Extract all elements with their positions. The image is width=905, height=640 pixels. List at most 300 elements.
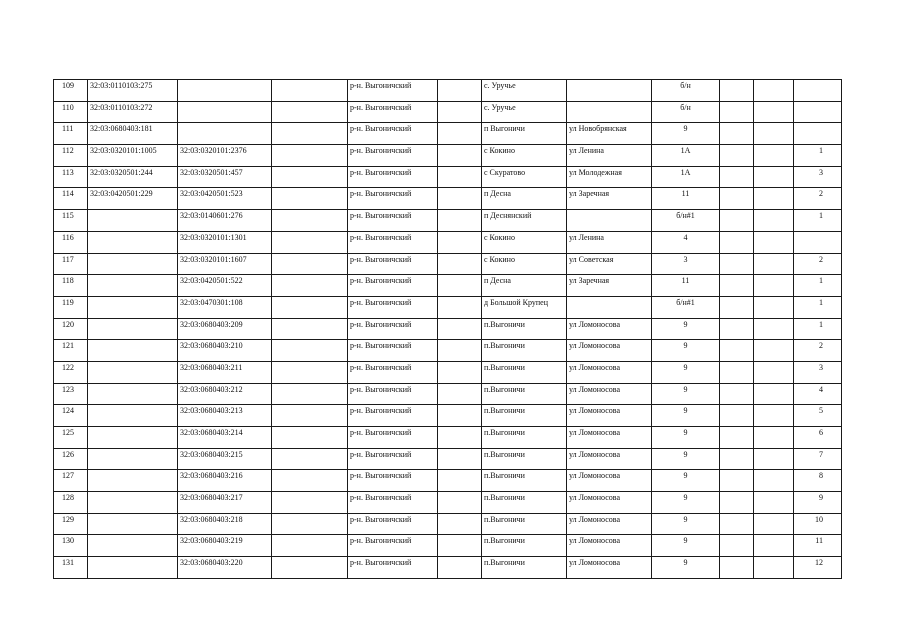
row-number-cell	[54, 318, 88, 340]
street-text: ул Советская	[569, 254, 614, 264]
empty-text	[722, 167, 753, 169]
house-number-cell	[652, 405, 720, 427]
unit-number-cell	[794, 231, 842, 253]
cadastral-number-2-text: 32:03:0470301:108	[180, 297, 243, 307]
locality-text: п Деснянский	[484, 211, 532, 221]
table-row	[54, 557, 842, 579]
district-text: р-н. Выгоничский	[350, 81, 412, 90]
cadastral-number-2-cell	[178, 448, 272, 470]
street-text: ул Ленина	[569, 146, 604, 156]
empty-cell	[438, 101, 482, 123]
row-number-text: 117	[62, 254, 74, 264]
house-number-cell	[652, 253, 720, 275]
row-number-text: 113	[62, 167, 74, 177]
locality-text: п.Выгоничи	[484, 428, 525, 437]
house-number-cell	[652, 296, 720, 318]
house-number-cell	[652, 361, 720, 383]
empty-text	[440, 167, 481, 169]
cadastral-number-text	[90, 535, 177, 537]
row-number-cell	[54, 210, 88, 232]
district-text: р-н. Выгоничский	[350, 558, 412, 568]
empty-text	[440, 492, 481, 494]
empty-text	[440, 80, 481, 82]
empty-cell	[754, 123, 794, 145]
cadastral-number-2-cell	[178, 275, 272, 297]
empty-cell	[720, 296, 754, 318]
district-text: р-н. Выгоничский	[350, 536, 412, 546]
empty-text	[274, 557, 347, 559]
cadastral-number-2-text	[180, 80, 271, 82]
district-cell	[348, 383, 438, 405]
locality-text: п.Выгоничи	[484, 362, 525, 372]
cadastral-number-2-cell	[178, 123, 272, 145]
empty-text	[440, 384, 481, 386]
table-row	[54, 296, 842, 318]
street-cell	[567, 340, 652, 362]
property-register-table	[53, 79, 842, 579]
cadastral-number-2-text: 32:03:0680403:210	[180, 341, 243, 351]
house-number-cell	[652, 80, 720, 102]
cadastral-number-2-cell	[178, 470, 272, 492]
empty-cell	[438, 145, 482, 167]
unit-number-text: 9	[819, 493, 823, 503]
unit-number-text: 11	[815, 536, 823, 546]
cadastral-number-text	[90, 405, 177, 407]
locality-cell	[482, 101, 567, 123]
unit-number-cell	[794, 383, 842, 405]
empty-cell	[438, 557, 482, 579]
cadastral-number-2-cell	[178, 145, 272, 167]
empty-text	[440, 210, 481, 212]
empty-cell	[754, 80, 794, 102]
unit-number-cell	[794, 123, 842, 145]
street-text: ул Ломоносова	[569, 406, 621, 416]
table-row	[54, 210, 842, 232]
row-number-text: 110	[62, 102, 74, 112]
empty-cell	[754, 492, 794, 514]
district-cell	[348, 80, 438, 102]
empty-text	[722, 188, 753, 190]
unit-number-cell	[794, 405, 842, 427]
table-row	[54, 340, 842, 362]
empty-text	[274, 145, 347, 147]
house-number-text: 11	[681, 276, 690, 286]
street-text: ул Ломоносова	[569, 319, 621, 329]
locality-text: п Десна	[484, 189, 511, 199]
cadastral-number-cell	[88, 166, 178, 188]
locality-text: п.Выгоничи	[484, 536, 525, 546]
empty-text	[440, 514, 481, 516]
empty-cell	[272, 470, 348, 492]
empty-cell	[754, 405, 794, 427]
unit-number-cell	[794, 166, 842, 188]
cadastral-number-text: 32:03:0420501:229	[90, 189, 153, 199]
locality-text: п.Выгоничи	[484, 449, 525, 459]
row-number-cell	[54, 340, 88, 362]
row-number-text: 114	[62, 189, 74, 199]
table-row	[54, 318, 842, 340]
row-number-cell	[54, 275, 88, 297]
locality-text: с Кокино	[484, 254, 515, 264]
empty-cell	[720, 535, 754, 557]
cadastral-number-2-text: 32:03:0420501:523	[180, 189, 243, 199]
cadastral-number-cell	[88, 361, 178, 383]
district-cell	[348, 123, 438, 145]
cadastral-number-cell	[88, 535, 178, 557]
cadastral-number-text	[90, 275, 177, 277]
locality-cell	[482, 405, 567, 427]
table-row	[54, 145, 842, 167]
empty-text	[274, 384, 347, 386]
row-number-cell	[54, 405, 88, 427]
street-cell	[567, 231, 652, 253]
empty-cell	[438, 383, 482, 405]
locality-cell	[482, 253, 567, 275]
empty-text	[756, 210, 793, 212]
row-number-text: 124	[62, 406, 74, 416]
cadastral-number-2-cell	[178, 492, 272, 514]
street-text: ул Ломоносова	[569, 362, 621, 372]
unit-number-text	[794, 102, 823, 104]
empty-text	[440, 449, 481, 451]
empty-cell	[272, 231, 348, 253]
house-number-text: 9	[683, 362, 688, 372]
cadastral-number-text	[90, 470, 177, 472]
empty-text	[440, 145, 481, 147]
cadastral-number-2-text: 32:03:0140601:276	[180, 211, 243, 221]
empty-cell	[438, 253, 482, 275]
table-row	[54, 405, 842, 427]
row-number-cell	[54, 427, 88, 449]
locality-text: д Большой Крупец	[484, 297, 548, 307]
row-number-cell	[54, 513, 88, 535]
row-number-cell	[54, 296, 88, 318]
empty-cell	[272, 427, 348, 449]
house-number-text: 9	[683, 319, 688, 329]
empty-cell	[720, 361, 754, 383]
district-cell	[348, 188, 438, 210]
cadastral-number-2-text: 32:03:0680403:218	[180, 514, 243, 524]
locality-cell	[482, 210, 567, 232]
locality-cell	[482, 80, 567, 102]
cadastral-number-2-cell	[178, 231, 272, 253]
empty-cell	[720, 275, 754, 297]
district-cell	[348, 470, 438, 492]
empty-cell	[438, 123, 482, 145]
street-text	[569, 102, 651, 104]
locality-cell	[482, 383, 567, 405]
cadastral-number-cell	[88, 296, 178, 318]
cadastral-number-2-cell	[178, 188, 272, 210]
empty-cell	[754, 513, 794, 535]
table-row	[54, 427, 842, 449]
cadastral-number-2-text	[180, 102, 271, 104]
locality-cell	[482, 188, 567, 210]
empty-text	[274, 535, 347, 537]
empty-text	[756, 535, 793, 537]
street-cell	[567, 145, 652, 167]
street-text	[569, 80, 651, 82]
cadastral-number-text	[90, 297, 177, 299]
empty-text	[756, 492, 793, 494]
street-text: ул Ломоносова	[569, 428, 621, 437]
empty-cell	[272, 318, 348, 340]
house-number-text: 9	[683, 384, 688, 394]
cadastral-number-cell	[88, 513, 178, 535]
empty-text	[274, 297, 347, 299]
empty-text	[722, 514, 753, 516]
empty-cell	[272, 513, 348, 535]
table-row	[54, 383, 842, 405]
empty-text	[722, 470, 753, 472]
empty-text	[722, 492, 753, 494]
unit-number-cell	[794, 513, 842, 535]
house-number-text: 1А	[680, 167, 691, 177]
locality-cell	[482, 145, 567, 167]
table-row	[54, 275, 842, 297]
empty-text	[756, 340, 793, 342]
row-number-text: 122	[62, 362, 74, 372]
empty-text	[756, 123, 793, 125]
unit-number-text: 8	[819, 471, 823, 481]
empty-text	[274, 319, 347, 321]
empty-cell	[720, 513, 754, 535]
table-row	[54, 101, 842, 123]
house-number-cell	[652, 188, 720, 210]
empty-cell	[272, 383, 348, 405]
cadastral-number-cell	[88, 101, 178, 123]
empty-cell	[754, 101, 794, 123]
empty-cell	[438, 166, 482, 188]
empty-text	[440, 102, 481, 104]
house-number-cell	[652, 318, 720, 340]
unit-number-text: 2	[819, 341, 823, 351]
house-number-text: 9	[683, 124, 688, 134]
empty-text	[274, 362, 347, 364]
empty-text	[722, 254, 753, 256]
empty-cell	[720, 80, 754, 102]
row-number-text: 127	[62, 471, 74, 481]
locality-cell	[482, 427, 567, 449]
house-number-cell	[652, 231, 720, 253]
empty-cell	[438, 448, 482, 470]
row-number-cell	[54, 535, 88, 557]
locality-text: п.Выгоничи	[484, 384, 525, 394]
house-number-text: 4	[683, 232, 688, 242]
empty-text	[274, 167, 347, 169]
street-text: ул Ломоносова	[569, 536, 621, 546]
empty-text	[756, 188, 793, 190]
house-number-text: 9	[683, 471, 688, 481]
empty-cell	[754, 535, 794, 557]
cadastral-number-2-text: 32:03:0320101:1607	[180, 254, 247, 264]
street-cell	[567, 123, 652, 145]
empty-cell	[438, 405, 482, 427]
empty-text	[756, 405, 793, 407]
empty-cell	[272, 557, 348, 579]
empty-text	[722, 145, 753, 147]
row-number-cell	[54, 470, 88, 492]
empty-text	[274, 427, 347, 429]
house-number-text: 9	[683, 341, 688, 351]
row-number-text: 115	[62, 211, 74, 221]
locality-text: с Скуратово	[484, 167, 526, 177]
unit-number-text: 3	[819, 167, 823, 177]
cadastral-number-2-text: 32:03:0680403:219	[180, 536, 243, 546]
cadastral-number-text	[90, 449, 177, 451]
empty-text	[274, 210, 347, 212]
unit-number-cell	[794, 535, 842, 557]
district-text: р-н. Выгоничский	[350, 232, 412, 242]
cadastral-number-2-cell	[178, 361, 272, 383]
empty-text	[722, 123, 753, 125]
row-number-cell	[54, 448, 88, 470]
empty-cell	[438, 427, 482, 449]
cadastral-number-2-cell	[178, 427, 272, 449]
row-number-text: 128	[62, 493, 74, 503]
district-cell	[348, 166, 438, 188]
table-row	[54, 448, 842, 470]
district-text: р-н. Выгоничский	[350, 319, 412, 329]
empty-text	[274, 492, 347, 494]
empty-cell	[754, 145, 794, 167]
cadastral-number-2-cell	[178, 296, 272, 318]
table-row	[54, 253, 842, 275]
district-text: р-н. Выгоничский	[350, 297, 412, 307]
table-row	[54, 535, 842, 557]
street-cell	[567, 318, 652, 340]
empty-text	[274, 102, 347, 104]
locality-text: с Кокино	[484, 146, 515, 156]
unit-number-cell	[794, 210, 842, 232]
cadastral-number-cell	[88, 318, 178, 340]
empty-cell	[272, 80, 348, 102]
unit-number-text: 1	[819, 297, 823, 307]
locality-cell	[482, 470, 567, 492]
row-number-text: 130	[62, 536, 74, 546]
empty-cell	[272, 210, 348, 232]
empty-text	[722, 102, 753, 104]
empty-cell	[272, 188, 348, 210]
empty-text	[756, 102, 793, 104]
house-number-text: 9	[683, 428, 688, 437]
unit-number-cell	[794, 318, 842, 340]
street-cell	[567, 470, 652, 492]
empty-text	[440, 297, 481, 299]
district-cell	[348, 405, 438, 427]
cadastral-number-2-text: 32:03:0320101:1301	[180, 232, 247, 242]
empty-text	[274, 123, 347, 125]
cadastral-number-text: 32:03:0110103:272	[90, 102, 153, 112]
empty-cell	[438, 231, 482, 253]
cadastral-number-cell	[88, 427, 178, 449]
house-number-text: б/н	[680, 102, 691, 112]
empty-cell	[754, 383, 794, 405]
house-number-text: 9	[683, 514, 688, 524]
row-number-text: 111	[62, 124, 74, 134]
empty-text	[722, 535, 753, 537]
empty-cell	[754, 253, 794, 275]
empty-cell	[438, 318, 482, 340]
district-cell	[348, 513, 438, 535]
empty-cell	[754, 318, 794, 340]
empty-text	[756, 254, 793, 256]
cadastral-number-2-text: 32:03:0420501:522	[180, 276, 243, 286]
empty-cell	[272, 340, 348, 362]
row-number-cell	[54, 253, 88, 275]
empty-text	[440, 232, 481, 234]
locality-cell	[482, 340, 567, 362]
empty-cell	[438, 80, 482, 102]
row-number-text: 109	[62, 81, 74, 90]
street-cell	[567, 275, 652, 297]
street-cell	[567, 166, 652, 188]
unit-number-text: 1	[819, 276, 823, 286]
street-text: ул Ломоносова	[569, 341, 621, 351]
locality-cell	[482, 231, 567, 253]
empty-text	[440, 188, 481, 190]
district-text: р-н. Выгоничский	[350, 471, 412, 481]
street-text: ул Ленина	[569, 232, 604, 242]
locality-cell	[482, 557, 567, 579]
cadastral-number-2-text: 32:03:0680403:215	[180, 449, 243, 459]
empty-text	[756, 232, 793, 234]
cadastral-number-text	[90, 384, 177, 386]
street-text: ул Ломоносова	[569, 471, 621, 481]
empty-text	[440, 535, 481, 537]
empty-cell	[438, 492, 482, 514]
house-number-cell	[652, 513, 720, 535]
unit-number-text: 7	[819, 449, 823, 459]
street-text: ул Ломоносова	[569, 493, 621, 503]
street-text: ул Ломоносова	[569, 558, 621, 568]
row-number-cell	[54, 166, 88, 188]
cadastral-number-cell	[88, 383, 178, 405]
row-number-cell	[54, 383, 88, 405]
empty-cell	[272, 123, 348, 145]
empty-text	[756, 319, 793, 321]
cadastral-number-2-text	[180, 123, 271, 125]
street-cell	[567, 383, 652, 405]
house-number-cell	[652, 145, 720, 167]
empty-cell	[272, 535, 348, 557]
empty-text	[756, 362, 793, 364]
empty-text	[274, 514, 347, 516]
row-number-text: 126	[62, 449, 74, 459]
empty-text	[440, 123, 481, 125]
empty-cell	[720, 557, 754, 579]
empty-text	[722, 405, 753, 407]
unit-number-cell	[794, 361, 842, 383]
empty-cell	[754, 275, 794, 297]
empty-cell	[720, 383, 754, 405]
unit-number-text: 5	[819, 406, 823, 416]
street-cell	[567, 427, 652, 449]
district-cell	[348, 231, 438, 253]
unit-number-text: 2	[819, 254, 823, 264]
district-cell	[348, 492, 438, 514]
empty-text	[756, 514, 793, 516]
house-number-text: 9	[683, 536, 688, 546]
house-number-cell	[652, 101, 720, 123]
locality-cell	[482, 318, 567, 340]
table-body	[54, 80, 842, 579]
empty-cell	[720, 231, 754, 253]
row-number-text: 120	[62, 319, 74, 329]
locality-text: п.Выгоничи	[484, 558, 525, 568]
empty-cell	[720, 253, 754, 275]
cadastral-number-text: 32:03:0110103:275	[90, 81, 153, 90]
